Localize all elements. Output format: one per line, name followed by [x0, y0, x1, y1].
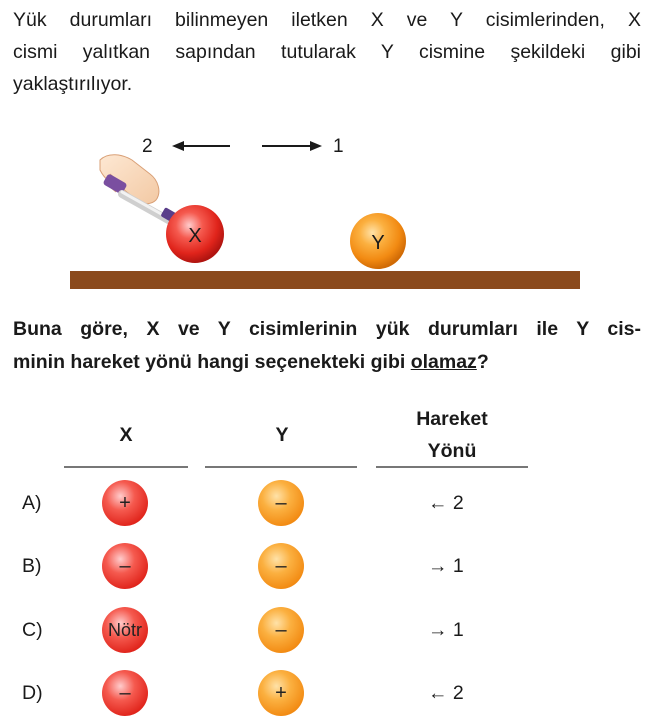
option-c-x-charge: Nötr [102, 607, 148, 653]
arrow-left-icon [172, 141, 230, 151]
option-a-y-charge: – [258, 480, 304, 526]
header-rule-x [64, 466, 188, 468]
option-c-direction: → 1 [428, 619, 464, 641]
option-d-label: D) [22, 682, 43, 704]
sphere-x-label: X [188, 225, 202, 247]
header-y: Y [275, 424, 289, 446]
intro-line-1: Yük durumları bilinmeyen iletken X ve Y cisimlerinden, X [13, 9, 641, 31]
sphere-y-label: Y [371, 232, 385, 254]
experiment-figure [0, 130, 653, 300]
option-d-y-charge: + [258, 670, 304, 716]
intro-line-3: yaklaştırılıyor. [13, 73, 133, 95]
option-c-y-charge: – [258, 607, 304, 653]
question-line-2: minin hareket yönü hangi seçenekteki gibi olamaz? [13, 351, 489, 373]
header-x: X [119, 424, 133, 446]
arrow-right-label: 1 [333, 136, 344, 157]
option-a-direction: ← 2 [428, 492, 464, 514]
option-b-label: B) [22, 555, 42, 577]
question-text [13, 313, 641, 379]
option-a-label: A) [22, 492, 42, 514]
header-rule-y [205, 466, 357, 468]
header-direction-1: Hareket [416, 408, 488, 430]
intro-line-2: cismi yalıtkan sapından tutularak Y cismine şekildeki gibi [13, 41, 641, 63]
header-direction-2: Yönü [427, 440, 477, 462]
arrow-left-label: 2 [142, 136, 153, 157]
option-c-label: C) [22, 619, 43, 641]
option-b-x-charge: – [102, 543, 148, 589]
intro-text [13, 4, 641, 100]
arrow-right-icon [262, 141, 322, 151]
question-line-1: Buna göre, X ve Y cisimlerinin yük durumları ile Y cis- [13, 318, 641, 340]
option-b-y-charge: – [258, 543, 304, 589]
option-b-direction: → 1 [428, 555, 464, 577]
option-d-direction: ← 2 [428, 682, 464, 704]
header-rule-direction [376, 466, 528, 468]
option-a-x-charge: + [102, 480, 148, 526]
underlined-word: olamaz [410, 351, 477, 373]
option-d-x-charge: – [102, 670, 148, 716]
table-surface [70, 271, 580, 289]
